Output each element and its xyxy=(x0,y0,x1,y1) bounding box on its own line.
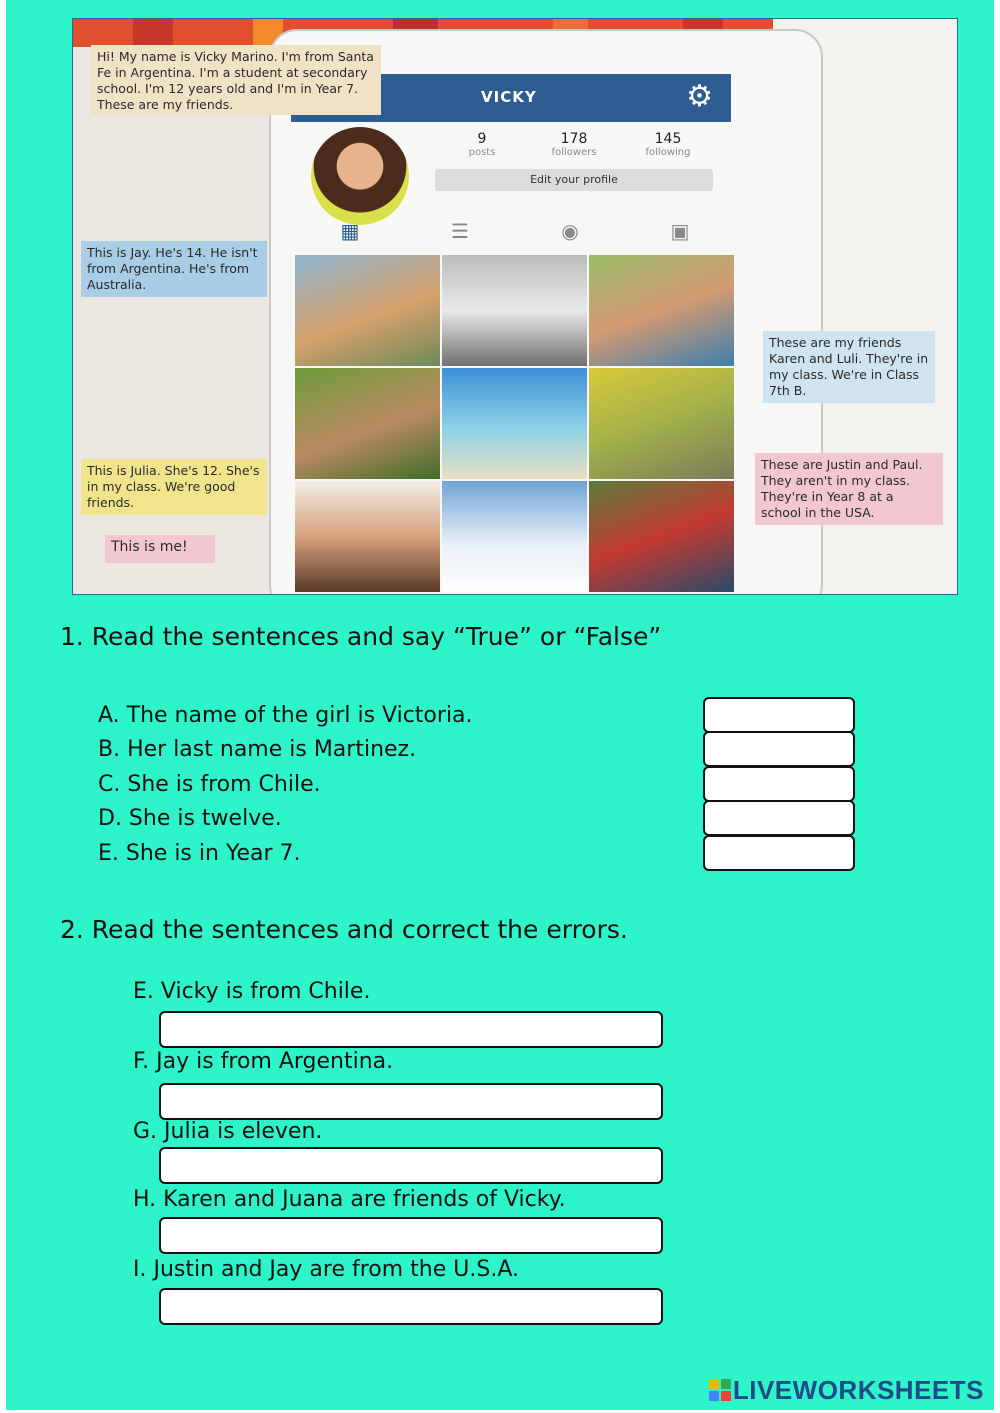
note-me: This is me! xyxy=(105,535,215,563)
correction-input-i[interactable] xyxy=(161,1290,661,1323)
liveworksheets-logo-icon xyxy=(709,1379,731,1401)
note-justin-paul: These are Justin and Paul. They aren't in my class. They're in Year 8 at a school in the USA. xyxy=(755,453,943,525)
profile-name: VICKY xyxy=(481,88,537,106)
section2-heading: 2. Read the sentences and correct the errors. xyxy=(60,915,628,944)
answer-box-e[interactable] xyxy=(703,835,855,871)
tagged-icon: ▣ xyxy=(670,219,690,243)
note-karen-luli: These are my friends Karen and Luli. They're in my class. We're in Class 7th B. xyxy=(763,331,935,403)
section1-heading: 1. Read the sentences and say “True” or “False” xyxy=(60,622,662,651)
answer-input-c[interactable] xyxy=(705,768,853,800)
section2-item-e: E. Vicky is from Chile. xyxy=(133,979,371,1004)
correction-box-f[interactable] xyxy=(159,1083,663,1120)
correction-input-h[interactable] xyxy=(161,1219,661,1252)
section2-item-f: F. Jay is from Argentina. xyxy=(133,1049,394,1074)
correction-input-f[interactable] xyxy=(161,1085,661,1118)
photo-friends xyxy=(589,255,734,366)
section1-item-d: D. She is twelve. xyxy=(98,806,282,831)
section1-item-e: E. She is in Year 7. xyxy=(98,841,301,866)
grid-icon: ▦ xyxy=(340,219,360,243)
section2-item-i: I. Justin and Jay are from the U.S.A. xyxy=(133,1257,519,1282)
photo-vicky xyxy=(295,481,440,592)
stat-following: 145 following xyxy=(645,131,691,158)
edit-profile-button: Edit your profile xyxy=(435,169,713,191)
note-julia: This is Julia. She's 12. She's in my class. We're good friends. xyxy=(81,459,267,515)
textbook-photo xyxy=(72,18,958,595)
photo-boy xyxy=(295,255,440,366)
section1-item-c: C. She is from Chile. xyxy=(98,772,321,797)
correction-input-e[interactable] xyxy=(161,1013,661,1046)
stat-followers: 178 followers xyxy=(551,131,597,158)
answer-input-b[interactable] xyxy=(705,733,853,765)
worksheet-page xyxy=(6,0,994,1410)
profile-tabs xyxy=(295,219,735,249)
section1-item-a: A. The name of the girl is Victoria. xyxy=(98,703,473,728)
answer-box-a[interactable] xyxy=(703,697,855,733)
answer-box-b[interactable] xyxy=(703,731,855,767)
correction-box-h[interactable] xyxy=(159,1217,663,1254)
correction-box-g[interactable] xyxy=(159,1147,663,1184)
photo-dog-skateboard xyxy=(442,255,587,366)
correction-box-e[interactable] xyxy=(159,1011,663,1048)
note-jay: This is Jay. He's 14. He isn't from Argentina. He's from Australia. xyxy=(81,241,267,297)
correction-box-i[interactable] xyxy=(159,1288,663,1325)
list-icon: ☰ xyxy=(451,219,469,243)
gear-icon: ⚙ xyxy=(686,79,713,114)
photo-snow xyxy=(442,481,587,592)
answer-input-e[interactable] xyxy=(705,837,853,869)
answer-box-c[interactable] xyxy=(703,766,855,802)
brand-text: LIVEWORKSHEETS xyxy=(732,1375,984,1405)
photo-bicycle xyxy=(589,368,734,479)
section2-item-h: H. Karen and Juana are friends of Vicky. xyxy=(133,1187,566,1212)
correction-input-g[interactable] xyxy=(161,1149,661,1182)
section1-item-b: B. Her last name is Martinez. xyxy=(98,737,417,762)
photo-beach xyxy=(442,368,587,479)
note-intro: Hi! My name is Vicky Marino. I'm from Santa Fe in Argentina. I'm a student at secondary school. I'm 12 years old and I'm in Year 7. These are my friends. xyxy=(91,45,381,115)
section2-item-g: G. Julia is eleven. xyxy=(133,1119,323,1144)
answer-input-a[interactable] xyxy=(705,699,853,731)
photo-boys xyxy=(589,481,734,592)
location-icon: ◉ xyxy=(561,219,579,243)
answer-input-d[interactable] xyxy=(705,802,853,834)
avatar xyxy=(311,127,409,225)
photo-girl-grass xyxy=(295,368,440,479)
liveworksheets-logo xyxy=(709,1375,984,1406)
stat-posts: 9 posts xyxy=(468,131,496,158)
answer-box-d[interactable] xyxy=(703,800,855,836)
photo-grid xyxy=(295,255,735,594)
